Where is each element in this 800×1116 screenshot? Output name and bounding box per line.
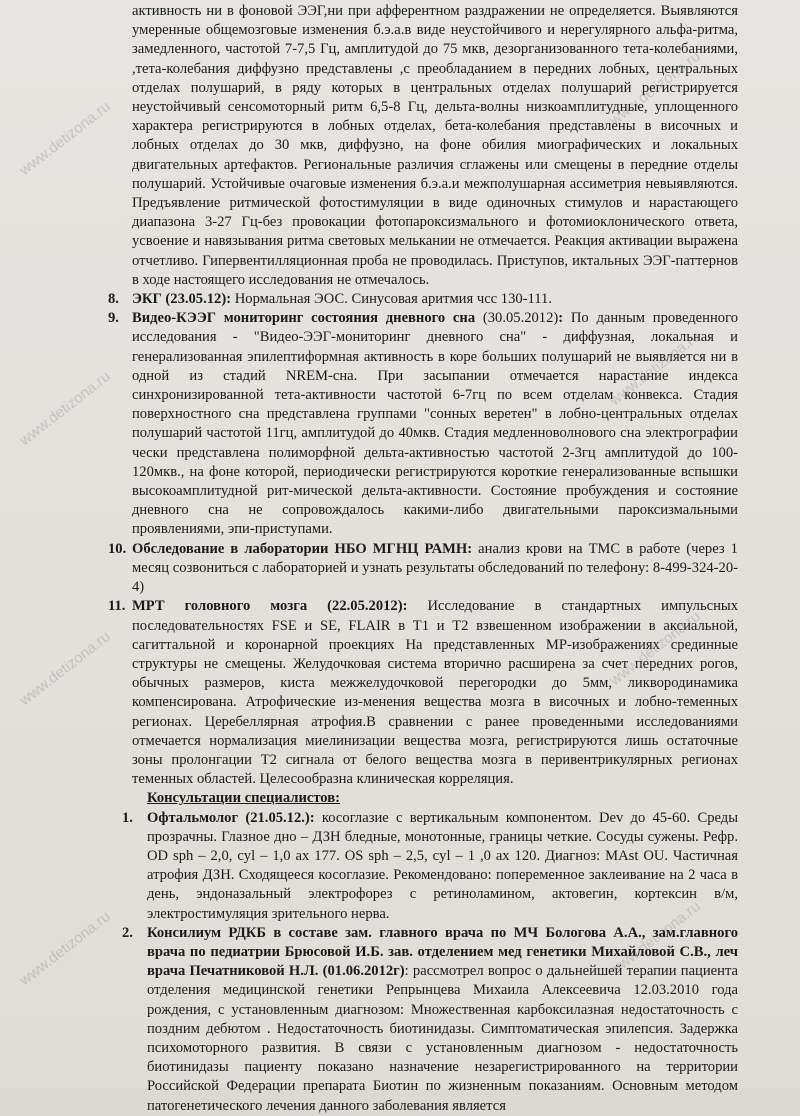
consult-number: 2. <box>122 924 133 941</box>
item-title: Видео-КЭЭГ мониторинг состояния дневного сна <box>132 310 476 327</box>
consultations-heading: Консультации специалистов: <box>147 790 340 807</box>
item-mri <box>0 597 800 789</box>
watermark: www.detizona.ru <box>16 907 114 990</box>
item-video-eeg <box>0 309 800 539</box>
item-text: По данным проведенного исследования - "Видео-ЭЭГ-мониторинг дневного сна" - диффузная, локальная и генерализованная эпилептиформная активность в коре больших полушарий не выявляется ни в одной из стадий NREM-сна. При засыпании отмечается нарастание индекса синхронизированной тета-активности частотой 6-7гц по всем отделам конвекса. Стадия поверхностного сна представлена группами "сонных веретен" в лобно-центральных отделах полушарий частотой 11гц, амплитудой до 40мкв. Стадия медленноволнового сна электрографии чески представлена полиморфной дельта-активностью частотой 2-3гц амплитудой до 100-120мкв., на фоне которой, периодически регистрируются короткие генерализованные вспышки высокоамплитудной рит-мической дельта-активности. Состояние пробуждения и состояние дневного сна не сопровождалось какими-либо двигательными пароксизмальными проявлениями, эпи-приступами. <box>132 310 738 538</box>
item-title: ЭКГ (23.05.12): <box>132 291 232 308</box>
consult-title: Офтальмолог (21.05.12.): <box>147 809 315 826</box>
consult-text: косоглазие с вертикальным компонентом. Dev до 45-60. Среды прозрачны. Глазное дно – ДЗН бледные, монотонные, границы четкие. Сосуды сужены. Рефр. OD sph – 2,0, cyl – 1,0 ax 177. OS sph – 2,5, cyl – 1 ,0 ax 120. Диагноз: MAst OU. Частичная атрофия ДЗН. Сходящееся косоглазие. Рекомендовано: попеременное заклеивание на 2 часа в день, эндоназальный электрофорез с ретиноламином, актовегин, кортексин в/м, электростимуляция зрительного нерва. <box>147 809 739 922</box>
consult-title: Консилиум РДКБ в составе зам. главного врача по МЧ Бологова А.А., зам.главного врача по педиатрии Брюсовой И.Б. зав. отделением мед генетики Михайловой С.В., леч врача Печатниковой Н.Л. (01.06.2012г) <box>147 924 738 980</box>
item-text: Исследование в стандартных импульсных последовательностях FSE и SE, FLAIR в Т1 и Т2 взвешенном изображении в аксиальной, сагиттальной и коронарной проекциях На представленных МР-изображениях срединные структуры не смещены. Желудочковая система вторично расширена за счет передних рогов, обычных размеров, киста межжелудочковой перегородки до 5мм, ликвородинамика компенсирована. Атрофические из-менения вещества мозга в височных и лобно-теменных регионах. Церебеллярная атрофия.В сравнении с ранее проведенными исследованиями отмечается нормализация миелинизации вещества мозга, регистрируются лишь остаточные зоны пролонгации Т2 сигнала от белого вещества мозга в перивентрикулярных регионах теменных областей. Целесообразна клиническая корреляция. <box>132 598 738 788</box>
eeg-continuation-paragraph: активность ни в фоновой ЭЭГ,ни при афферентном раздражении не определяется. Выявляются умеренные общемозговые изменения б.э.а.в виде неустойчивого и нерегулярного альфа-ритма, замедленного, частотой 7-7,5 Гц, амплитудой до 75 мкв, дезорганизованного тета-колебаниями, ,тета-колебания диффузно представлены ,с преобладанием в передних лобных, центральных отделах полушарий, в ряду которых в центральных отделах полушарий регистрируется неустойчивый сенсомоторный ритм 6,5-8 Гц, дельта-волны низкоамплитудные, уплощенного характера регистрируются в лобных отделах, бета-колебания представлены в височных и лобных отделах до 30 мкв, диффузно, на фоне обилия миографических и локальных двигательных артефактов. Региональные различия сглажены или смещены в передние отделы полушарий. Устойчивые очаговые изменения б.э.а.и межполушарная ассиметрия невыявляются. Предъявление ритмической фотостимуляции в виде одиночных стимулов и нарастающего диапазона 3-27 Гц-без провокации фотопароксизмального и фотомиоклонического ответа, усвоение и навязывания ритма световых мелькании не отмечается. Реакция активации выражена отчетливо. Гипервентилляционная проба не проводилась. Приступов, иктальных ЭЭГ-паттернов в ходе настоящего исследования не отмечалось. <box>132 3 738 288</box>
item-colon: : <box>558 310 564 327</box>
consult-number: 1. <box>122 809 133 826</box>
item-title: МРТ головного мозга (22.05.2012): <box>132 598 408 615</box>
watermark: www.detizona.ru <box>16 627 114 710</box>
consult-council <box>0 924 800 1116</box>
item-lab-test <box>0 540 800 598</box>
item-title: Обследование в лаборатории НБО МГНЦ РАМН: <box>132 540 473 557</box>
item-number: 11. <box>108 598 126 615</box>
watermark: www.detizona.ru <box>606 327 704 410</box>
document-body <box>0 2 800 1116</box>
item-text: анализ крови на ТМС в работе (через 1 месяц созвониться с лабораторией и узнать результаты обследований по телефону: 8-499-324-20-4) <box>132 540 738 596</box>
item-number: 9. <box>108 310 119 327</box>
item-ecg <box>0 290 800 309</box>
consult-text: : рассмотрел вопрос о дальнейшей терапии пациента отделения медицинской генетики Репрынцева Михаила Алексеевича 12.03.2010 года рождения, с установленным диагнозом: Множественная карбоксилазная недостаточность с поздним дебютом . Недостаточность биотинидазы. Симптоматическая эпилепсия. Задержка психомоторного развития. В связи с установленным диагнозом - недостаточность биотинидазы пациенту показано назначение незарегистрированного на территории Российской Федерации препарата Биотин по жизненным показаниям. Основным методом патогенетического лечения данного заболевания является <box>147 963 738 1114</box>
consult-ophthalmologist <box>0 809 800 924</box>
watermark: www.detizona.ru <box>606 897 704 980</box>
watermark: www.detizona.ru <box>16 367 114 450</box>
watermark: www.detizona.ru <box>16 97 114 180</box>
item-date: (30.05.2012) <box>475 310 559 327</box>
item-number: 8. <box>108 291 119 308</box>
watermark: www.detizona.ru <box>606 607 704 690</box>
item-text: Нормальная ЭОС. Синусовая аритмия чсс 130-111. <box>231 291 553 308</box>
watermark: www.detizona.ru <box>606 47 704 130</box>
item-number: 10. <box>108 540 127 557</box>
